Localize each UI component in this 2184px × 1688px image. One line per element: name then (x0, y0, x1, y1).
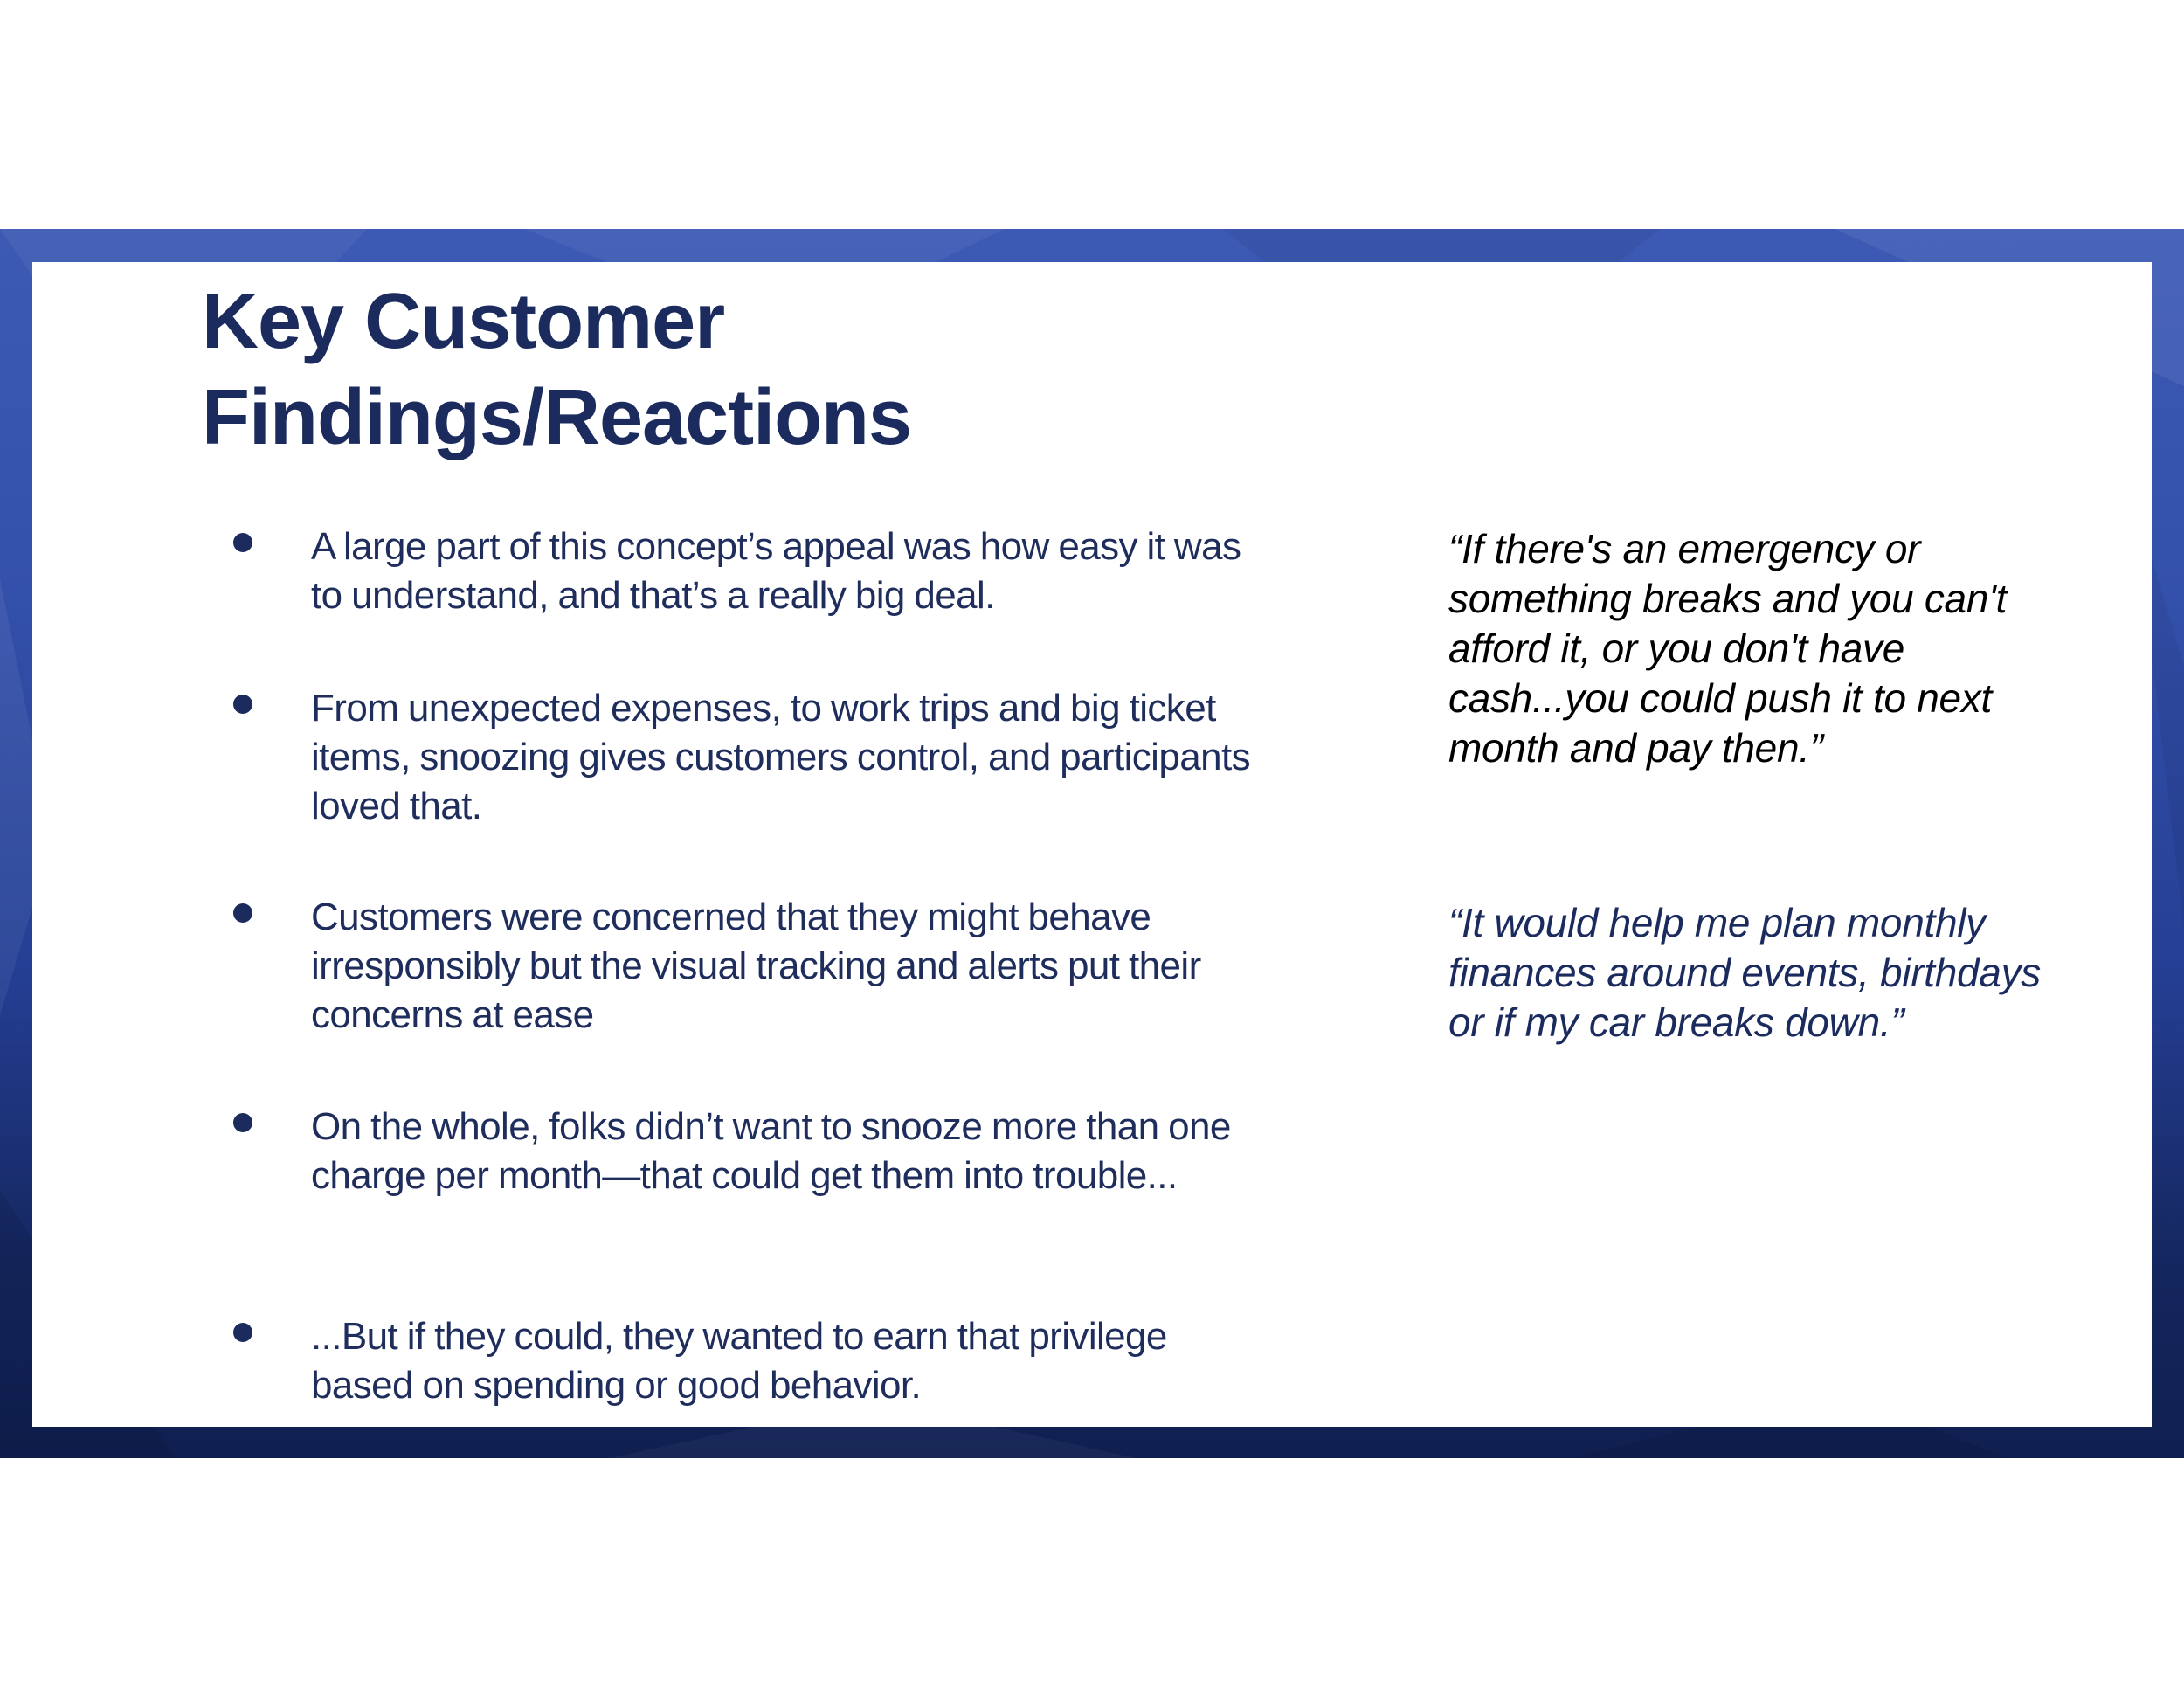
customer-quote-2: “It would help me plan monthly finances around events, birthdays or if my car breaks down.” (1448, 900, 2041, 1045)
bullet-icon (233, 1323, 252, 1342)
slide-title-line-2: Findings/Reactions (202, 374, 912, 461)
bullet-icon (233, 1113, 252, 1132)
bullet-text: Customers were concerned that they might behave irresponsibly but the visual tracking and alerts put their concerns at ease (311, 896, 1201, 1036)
bullet-icon (233, 695, 252, 714)
bullet-text: From unexpected expenses, to work trips and big ticket items, snoozing gives customers control, and participants loved that. (311, 687, 1250, 827)
slide-title-line-1: Key Customer (202, 278, 725, 365)
bullet-text: A large part of this concept’s appeal was how easy it was to understand, and that’s a really big deal. (311, 525, 1241, 617)
slide-title (202, 273, 911, 466)
bullet-text: On the whole, folks didn’t want to snooze more than one charge per month—that could get them into trouble... (311, 1105, 1231, 1197)
bullet-text: ...But if they could, they wanted to earn that privilege based on spending or good behavior. (311, 1315, 1167, 1407)
bullet-icon (233, 903, 252, 923)
customer-quote-1: “If there's an emergency or something breaks and you can't afford it, or you don't have cash...you could push it to next month and pay then.” (1448, 526, 2008, 771)
bullet-icon (233, 533, 252, 552)
